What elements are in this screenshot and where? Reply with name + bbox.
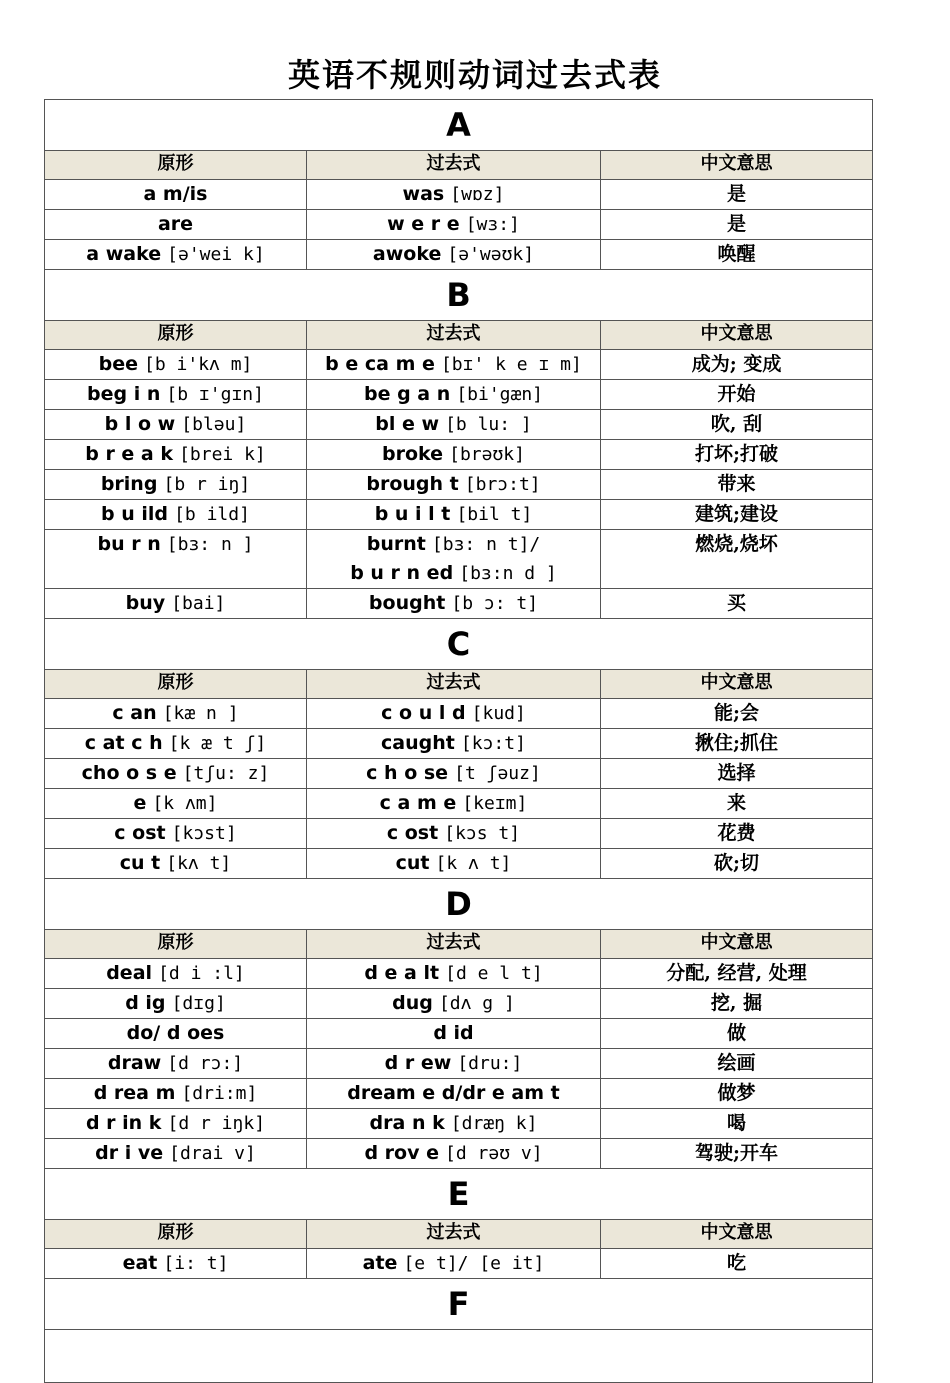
header-past-tense: 过去式 <box>307 1220 601 1249</box>
section-letter-row <box>45 1169 873 1220</box>
past-tense-phonetic: [bil t] <box>456 504 533 525</box>
base-form: e <box>133 792 147 814</box>
header-past-tense: 过去式 <box>307 930 601 959</box>
past-tense: was <box>402 183 445 205</box>
header-meaning: 中文意思 <box>601 151 873 180</box>
meaning-cell: 能;会 <box>601 699 873 729</box>
base-form: are <box>157 213 194 235</box>
base-form-cell <box>45 470 307 500</box>
past-tense: b u i l t <box>374 503 451 525</box>
past-tense-phonetic: [k ʌ t] <box>435 853 512 874</box>
header-past-tense: 过去式 <box>307 670 601 699</box>
section-letter-row <box>45 619 873 670</box>
past-tense: d r ew <box>384 1052 452 1074</box>
base-form-cell <box>45 440 307 470</box>
meaning-cell: 挖, 掘 <box>601 989 873 1019</box>
base-form-phonetic: [b ild] <box>174 504 250 525</box>
base-form: draw <box>107 1052 162 1074</box>
meaning-cell: 吃 <box>601 1249 873 1279</box>
base-form-cell <box>45 240 307 270</box>
base-form-cell <box>45 500 307 530</box>
table-row <box>45 440 873 470</box>
past-tense: burnt <box>366 533 426 555</box>
meaning-cell: 做 <box>601 1019 873 1049</box>
past-tense-cell <box>307 699 601 729</box>
base-form: cho o s e <box>81 762 177 784</box>
base-form-cell <box>45 959 307 989</box>
base-form-phonetic: [drai v] <box>169 1143 256 1164</box>
base-form-phonetic: [brei k] <box>179 444 266 465</box>
past-tense: caught <box>381 732 455 754</box>
past-tense-phonetic: [brəʊk] <box>449 444 525 465</box>
base-form-cell <box>45 1249 307 1279</box>
base-form-cell <box>45 819 307 849</box>
table-row <box>45 789 873 819</box>
past-tense-phonetic: [kud] <box>471 703 526 724</box>
past-tense-cell <box>307 240 601 270</box>
section-letter: B <box>45 270 873 321</box>
past-tense-phonetic: [brɔ:t] <box>464 474 541 495</box>
base-form: c an <box>112 702 157 724</box>
meaning-cell: 驾驶;开车 <box>601 1139 873 1169</box>
header-meaning: 中文意思 <box>601 1220 873 1249</box>
past-tense: cut <box>395 852 430 874</box>
past-tense: d rov e <box>364 1142 439 1164</box>
past-tense: c h o se <box>366 762 449 784</box>
past-tense-cell <box>307 989 601 1019</box>
table-row <box>45 500 873 530</box>
meaning-cell: 选择 <box>601 759 873 789</box>
past-tense: dug <box>392 992 433 1014</box>
table-row <box>45 180 873 210</box>
past-tense-cell <box>307 819 601 849</box>
table-row <box>45 1109 873 1139</box>
page-title: 英语不规则动词过去式表 <box>287 56 662 94</box>
past-tense: bl e w <box>375 413 440 435</box>
base-form-cell <box>45 380 307 410</box>
meaning-cell: 喝 <box>601 1109 873 1139</box>
past-tense-phonetic: [kɔ:t] <box>460 733 526 754</box>
base-form-phonetic: [dri:m] <box>181 1083 258 1104</box>
past-tense-phonetic: [e t]/ [e it] <box>403 1253 545 1274</box>
meaning-cell: 打坏;打破 <box>601 440 873 470</box>
meaning-cell: 揪住;抓住 <box>601 729 873 759</box>
table-row <box>45 1019 873 1049</box>
section-letter-row <box>45 270 873 321</box>
past-tense-cell <box>307 589 601 619</box>
base-form-cell <box>45 210 307 240</box>
header-base-form: 原形 <box>45 321 307 350</box>
base-form: do/ d oes <box>126 1022 225 1044</box>
base-form-cell <box>45 1079 307 1109</box>
past-tense-phonetic: [b lu: ] <box>445 414 532 435</box>
meaning-cell: 开始 <box>601 380 873 410</box>
base-form: d rea m <box>93 1082 176 1104</box>
meaning-cell: 分配, 经营, 处理 <box>601 959 873 989</box>
past-tense-cell <box>307 759 601 789</box>
table-row <box>45 959 873 989</box>
past-tense-phonetic: [bɪ' k e ɪ m] <box>440 354 582 375</box>
meaning-cell: 建筑;建设 <box>601 500 873 530</box>
base-form-cell <box>45 699 307 729</box>
table-row <box>45 530 873 589</box>
meaning-cell: 买 <box>601 589 873 619</box>
base-form-cell <box>45 989 307 1019</box>
base-form-cell <box>45 849 307 879</box>
past-tense-phonetic: [b ɔ: t] <box>451 593 539 614</box>
past-tense-cell <box>307 410 601 440</box>
base-form-cell <box>45 1049 307 1079</box>
column-header-row <box>45 151 873 180</box>
past-tense-phonetic: [wɜ:] <box>465 214 520 235</box>
past-tense-cell <box>307 500 601 530</box>
past-tense: w e r e <box>387 213 460 235</box>
past-tense-cell <box>307 729 601 759</box>
past-tense: awoke <box>372 243 442 265</box>
base-form-cell <box>45 350 307 380</box>
base-form: bring <box>100 473 158 495</box>
past-tense-cell <box>307 470 601 500</box>
header-past-tense: 过去式 <box>307 151 601 180</box>
past-tense-phonetic: [dræŋ k] <box>450 1113 538 1134</box>
base-form-phonetic: [b i'kʌ m] <box>144 354 253 375</box>
table-row <box>45 849 873 879</box>
base-form-phonetic: [d i :l] <box>158 963 245 984</box>
header-base-form: 原形 <box>45 670 307 699</box>
table-row <box>45 210 873 240</box>
past-tense-cell <box>307 350 601 380</box>
base-form-cell <box>45 789 307 819</box>
base-form-phonetic: [dɪg] <box>171 993 226 1014</box>
past-tense-cell <box>307 440 601 470</box>
past-tense: bought <box>368 592 446 614</box>
meaning-cell: 燃烧,烧坏 <box>601 530 873 589</box>
past-tense-cell <box>307 959 601 989</box>
past-tense: broke <box>382 443 444 465</box>
column-header-row <box>45 1220 873 1249</box>
table-row <box>45 989 873 1019</box>
past-tense-alt: b u r n ed <box>350 562 454 584</box>
meaning-cell: 来 <box>601 789 873 819</box>
past-tense-cell <box>307 210 601 240</box>
table-row <box>45 240 873 270</box>
meaning-cell: 花费 <box>601 819 873 849</box>
meaning-cell: 是 <box>601 180 873 210</box>
past-tense: be g a n <box>363 383 451 405</box>
section-letter-row <box>45 879 873 930</box>
past-tense-cell <box>307 1109 601 1139</box>
base-form: bee <box>98 353 138 375</box>
base-form-phonetic: [b ɪ'gɪn] <box>166 384 264 405</box>
base-form: c at c h <box>84 732 163 754</box>
verb-table <box>44 99 873 1383</box>
section-letter: E <box>45 1169 873 1220</box>
past-tense-phonetic: [dru:] <box>457 1053 523 1074</box>
base-form: b u ild <box>101 503 169 525</box>
past-tense-cell <box>307 1079 601 1109</box>
base-form-cell <box>45 729 307 759</box>
base-form-cell <box>45 180 307 210</box>
past-tense: brough t <box>366 473 459 495</box>
past-tense-phonetic: [ə'wəʊk] <box>447 244 535 265</box>
base-form: deal <box>106 962 153 984</box>
table-row <box>45 380 873 410</box>
past-tense-cell <box>307 1019 601 1049</box>
meaning-cell: 是 <box>601 210 873 240</box>
past-tense-phonetic: [wɒz] <box>450 184 505 205</box>
base-form: d ig <box>125 992 166 1014</box>
meaning-cell: 砍;切 <box>601 849 873 879</box>
base-form: d r in k <box>85 1112 162 1134</box>
base-form-phonetic: [d rɔ:] <box>167 1053 244 1074</box>
meaning-cell: 绘画 <box>601 1049 873 1079</box>
base-form-phonetic: [k æ t ʃ] <box>168 733 267 754</box>
past-tense: d e a lt <box>364 962 440 984</box>
header-past-tense: 过去式 <box>307 321 601 350</box>
past-tense: dream e d/dr e am t <box>347 1082 560 1104</box>
base-form-phonetic: [kɔst] <box>171 823 237 844</box>
base-form-phonetic: [bɜ: n ] <box>166 534 254 555</box>
section-letter: D <box>45 879 873 930</box>
base-form-cell <box>45 1019 307 1049</box>
past-tense-phonetic: [t ʃəuz] <box>454 763 541 784</box>
table-row <box>45 1049 873 1079</box>
base-form-cell <box>45 410 307 440</box>
past-tense-cell <box>307 789 601 819</box>
base-form-cell <box>45 1109 307 1139</box>
base-form: a m/is <box>143 183 208 205</box>
meaning-cell: 带来 <box>601 470 873 500</box>
table-row <box>45 470 873 500</box>
blank-row <box>45 1330 873 1383</box>
table-row <box>45 1079 873 1109</box>
meaning-cell: 唤醒 <box>601 240 873 270</box>
section-letter-row <box>45 100 873 151</box>
base-form: bu r n <box>97 533 161 555</box>
section-letter: C <box>45 619 873 670</box>
base-form: a wake <box>86 243 162 265</box>
table-row <box>45 1249 873 1279</box>
past-tense-cell <box>307 1139 601 1169</box>
past-tense-phonetic: [d rəʊ v] <box>445 1143 543 1164</box>
past-tense-phonetic: [d e l t] <box>445 963 543 984</box>
table-row <box>45 350 873 380</box>
past-tense: c ost <box>386 822 439 844</box>
base-form-phonetic: [ə'wei k] <box>167 244 265 265</box>
table-row <box>45 1139 873 1169</box>
header-meaning: 中文意思 <box>601 930 873 959</box>
base-form-phonetic: [tʃu: z] <box>182 763 270 784</box>
header-base-form: 原形 <box>45 930 307 959</box>
base-form-phonetic: [bai] <box>171 593 226 614</box>
past-tense-cell <box>307 1249 601 1279</box>
column-header-row <box>45 930 873 959</box>
table-row <box>45 729 873 759</box>
meaning-cell: 吹, 刮 <box>601 410 873 440</box>
base-form: c ost <box>114 822 166 844</box>
past-tense-phonetic: [dʌ g ] <box>438 993 515 1014</box>
past-tense: b e ca m e <box>325 353 435 375</box>
past-tense-cell <box>307 380 601 410</box>
blank-cell <box>45 1330 873 1383</box>
section-letter: F <box>45 1279 873 1330</box>
past-tense-cell <box>307 530 601 589</box>
table-row <box>45 410 873 440</box>
base-form: beg i n <box>87 383 161 405</box>
header-base-form: 原形 <box>45 1220 307 1249</box>
base-form-cell <box>45 1139 307 1169</box>
header-base-form: 原形 <box>45 151 307 180</box>
base-form-phonetic: [bləu] <box>181 414 247 435</box>
base-form-phonetic: [kʌ t] <box>166 853 232 874</box>
meaning-cell: 成为; 变成 <box>601 350 873 380</box>
base-form: eat <box>122 1252 158 1274</box>
past-tense: dra n k <box>369 1112 445 1134</box>
past-tense-cell <box>307 849 601 879</box>
section-letter: A <box>45 100 873 151</box>
base-form: buy <box>125 592 166 614</box>
base-form-phonetic: [i: t] <box>163 1253 229 1274</box>
past-tense-phonetic: [bɜ: n t]/ <box>431 534 541 555</box>
base-form: b r e a k <box>85 443 174 465</box>
header-meaning: 中文意思 <box>601 321 873 350</box>
base-form-cell <box>45 530 307 589</box>
base-form-phonetic: [b r iŋ] <box>163 474 251 495</box>
past-tense: c o u l d <box>381 702 466 724</box>
base-form-cell <box>45 759 307 789</box>
meaning-cell: 做梦 <box>601 1079 873 1109</box>
base-form: b l o w <box>104 413 176 435</box>
base-form-phonetic: [kæ n ] <box>162 703 239 724</box>
past-tense-phonetic: [bi'gæn] <box>456 384 544 405</box>
header-meaning: 中文意思 <box>601 670 873 699</box>
base-form-cell <box>45 589 307 619</box>
column-header-row <box>45 670 873 699</box>
section-letter-row <box>45 1279 873 1330</box>
column-header-row <box>45 321 873 350</box>
past-tense-phonetic: [keɪm] <box>462 793 528 814</box>
base-form-phonetic: [k ʌm] <box>152 793 218 814</box>
past-tense-cell <box>307 180 601 210</box>
past-tense-cell <box>307 1049 601 1079</box>
past-tense-phonetic: [kɔs t] <box>444 823 521 844</box>
table-row <box>45 589 873 619</box>
base-form-phonetic: [d r iŋk] <box>167 1113 266 1134</box>
past-tense: c a m e <box>379 792 457 814</box>
base-form: dr i ve <box>95 1142 164 1164</box>
base-form: cu t <box>119 852 161 874</box>
past-tense: ate <box>362 1252 398 1274</box>
table-row <box>45 819 873 849</box>
past-tense-alt-phonetic: [bɜ:n d ] <box>459 563 557 584</box>
table-row <box>45 699 873 729</box>
table-row <box>45 759 873 789</box>
past-tense: d id <box>433 1022 474 1044</box>
